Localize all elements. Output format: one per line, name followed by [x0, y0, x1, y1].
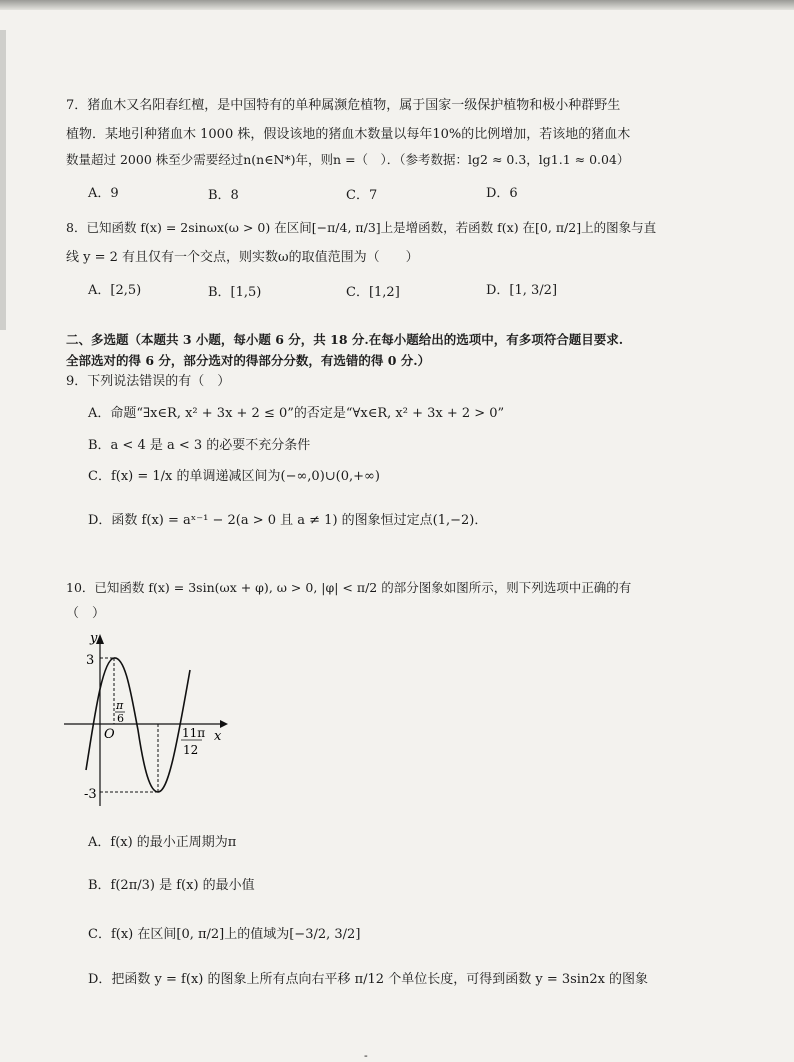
q7-option-c: C．7	[346, 188, 378, 203]
q7-line2: 植物．某地引种猪血木 1000 株，假设该地的猪血木数量以每年10%的比例增加，若该地的猪血木	[66, 127, 631, 142]
x-axis-arrow	[220, 720, 228, 728]
q7-option-b: B．8	[208, 188, 239, 203]
section2-heading-line1: 二、多选题（本题共 3 小题，每小题 6 分，共 18 分.在每小题给出的选项中，有多项符合题目要求.	[66, 332, 624, 347]
q8-line1: 8．已知函数 f(x) = 2sinωx(ω > 0) 在区间[−π/4, π/3]上是增函数，若函数 f(x) 在[0, π/2]上的图象与直	[66, 220, 657, 235]
q10-option-a: A．f(x) 的最小正周期为π	[88, 835, 237, 850]
q8-option-b: B．[1,5)	[208, 285, 262, 300]
section2-heading-line2: 全部选对的得 6 分，部分选对的得部分分数，有选错的得 0 分.）	[66, 353, 431, 368]
q9-option-d: D．函数 f(x) = aˣ⁻¹ − 2(a > 0 且 a ≠ 1) 的图象恒过定点(1,−2)．	[88, 513, 488, 528]
pi6-numerator: π	[116, 699, 124, 712]
y-min-label: -3	[84, 787, 97, 802]
q8-option-c: C．[1,2]	[346, 285, 400, 300]
page-footer-mark: -	[364, 1049, 368, 1062]
q8-option-d: D．[1, 3/2]	[486, 283, 558, 298]
q10-option-d: D．把函数 y = f(x) 的图象上所有点向右平移 π/12 个单位长度，可得到函数 y = 3sin2x 的图象	[88, 972, 649, 987]
y-max-label: 3	[86, 653, 95, 668]
q9-option-a: A．命题“∃x∈R, x² + 3x + 2 ≤ 0”的否定是“∀x∈R, x² + 3x + 2 > 0”	[88, 406, 505, 421]
pi6-denominator: 6	[117, 712, 124, 725]
x-axis-label: x	[214, 729, 222, 744]
q9-option-c: C．f(x) = 1/x 的单调递减区间为(−∞,0)∪(0,+∞)	[88, 469, 380, 484]
q10-option-b: B．f(2π/3) 是 f(x) 的最小值	[88, 878, 255, 893]
q9-stem: 9．下列说法错误的有（ ）	[66, 374, 231, 389]
q8-line2: 线 y = 2 有且仅有一个交点，则实数ω的取值范围为（ ）	[66, 250, 419, 265]
11pi12-denominator: 12	[183, 743, 199, 757]
scan-left-edge	[0, 30, 6, 330]
q7-line1: 7．猪血木又名阳春红檀，是中国特有的单种属濒危植物，属于国家一级保护植物和极小种群野生	[66, 98, 621, 113]
q10-option-c: C．f(x) 在区间[0, π/2]上的值域为[−3/2, 3/2]	[88, 927, 361, 942]
q7-option-d: D．6	[486, 186, 518, 201]
origin-label: O	[104, 727, 115, 742]
sine-graph	[60, 630, 230, 810]
q9-option-b: B．a < 4 是 a < 3 的必要不充分条件	[88, 438, 311, 453]
q8-option-a: A．[2,5)	[88, 283, 142, 298]
sine-curve	[86, 658, 190, 792]
y-axis-label: y	[90, 631, 98, 646]
q7-line3: 数量超过 2000 株至少需要经过n(n∈N*)年，则n =（ ）．（参考数据：lg2 ≈ 0.3，lg1.1 ≈ 0.04）	[66, 152, 630, 167]
11pi12-numerator: 11π	[182, 726, 206, 740]
q10-line1: 10．已知函数 f(x) = 3sin(ωx + φ), ω > 0, |φ| < π/2 的部分图象如图所示，则下列选项中正确的有	[66, 580, 632, 595]
q7-option-a: A．9	[88, 186, 119, 201]
q10-line2: （ ）	[66, 606, 106, 621]
scan-top-edge	[0, 0, 794, 10]
